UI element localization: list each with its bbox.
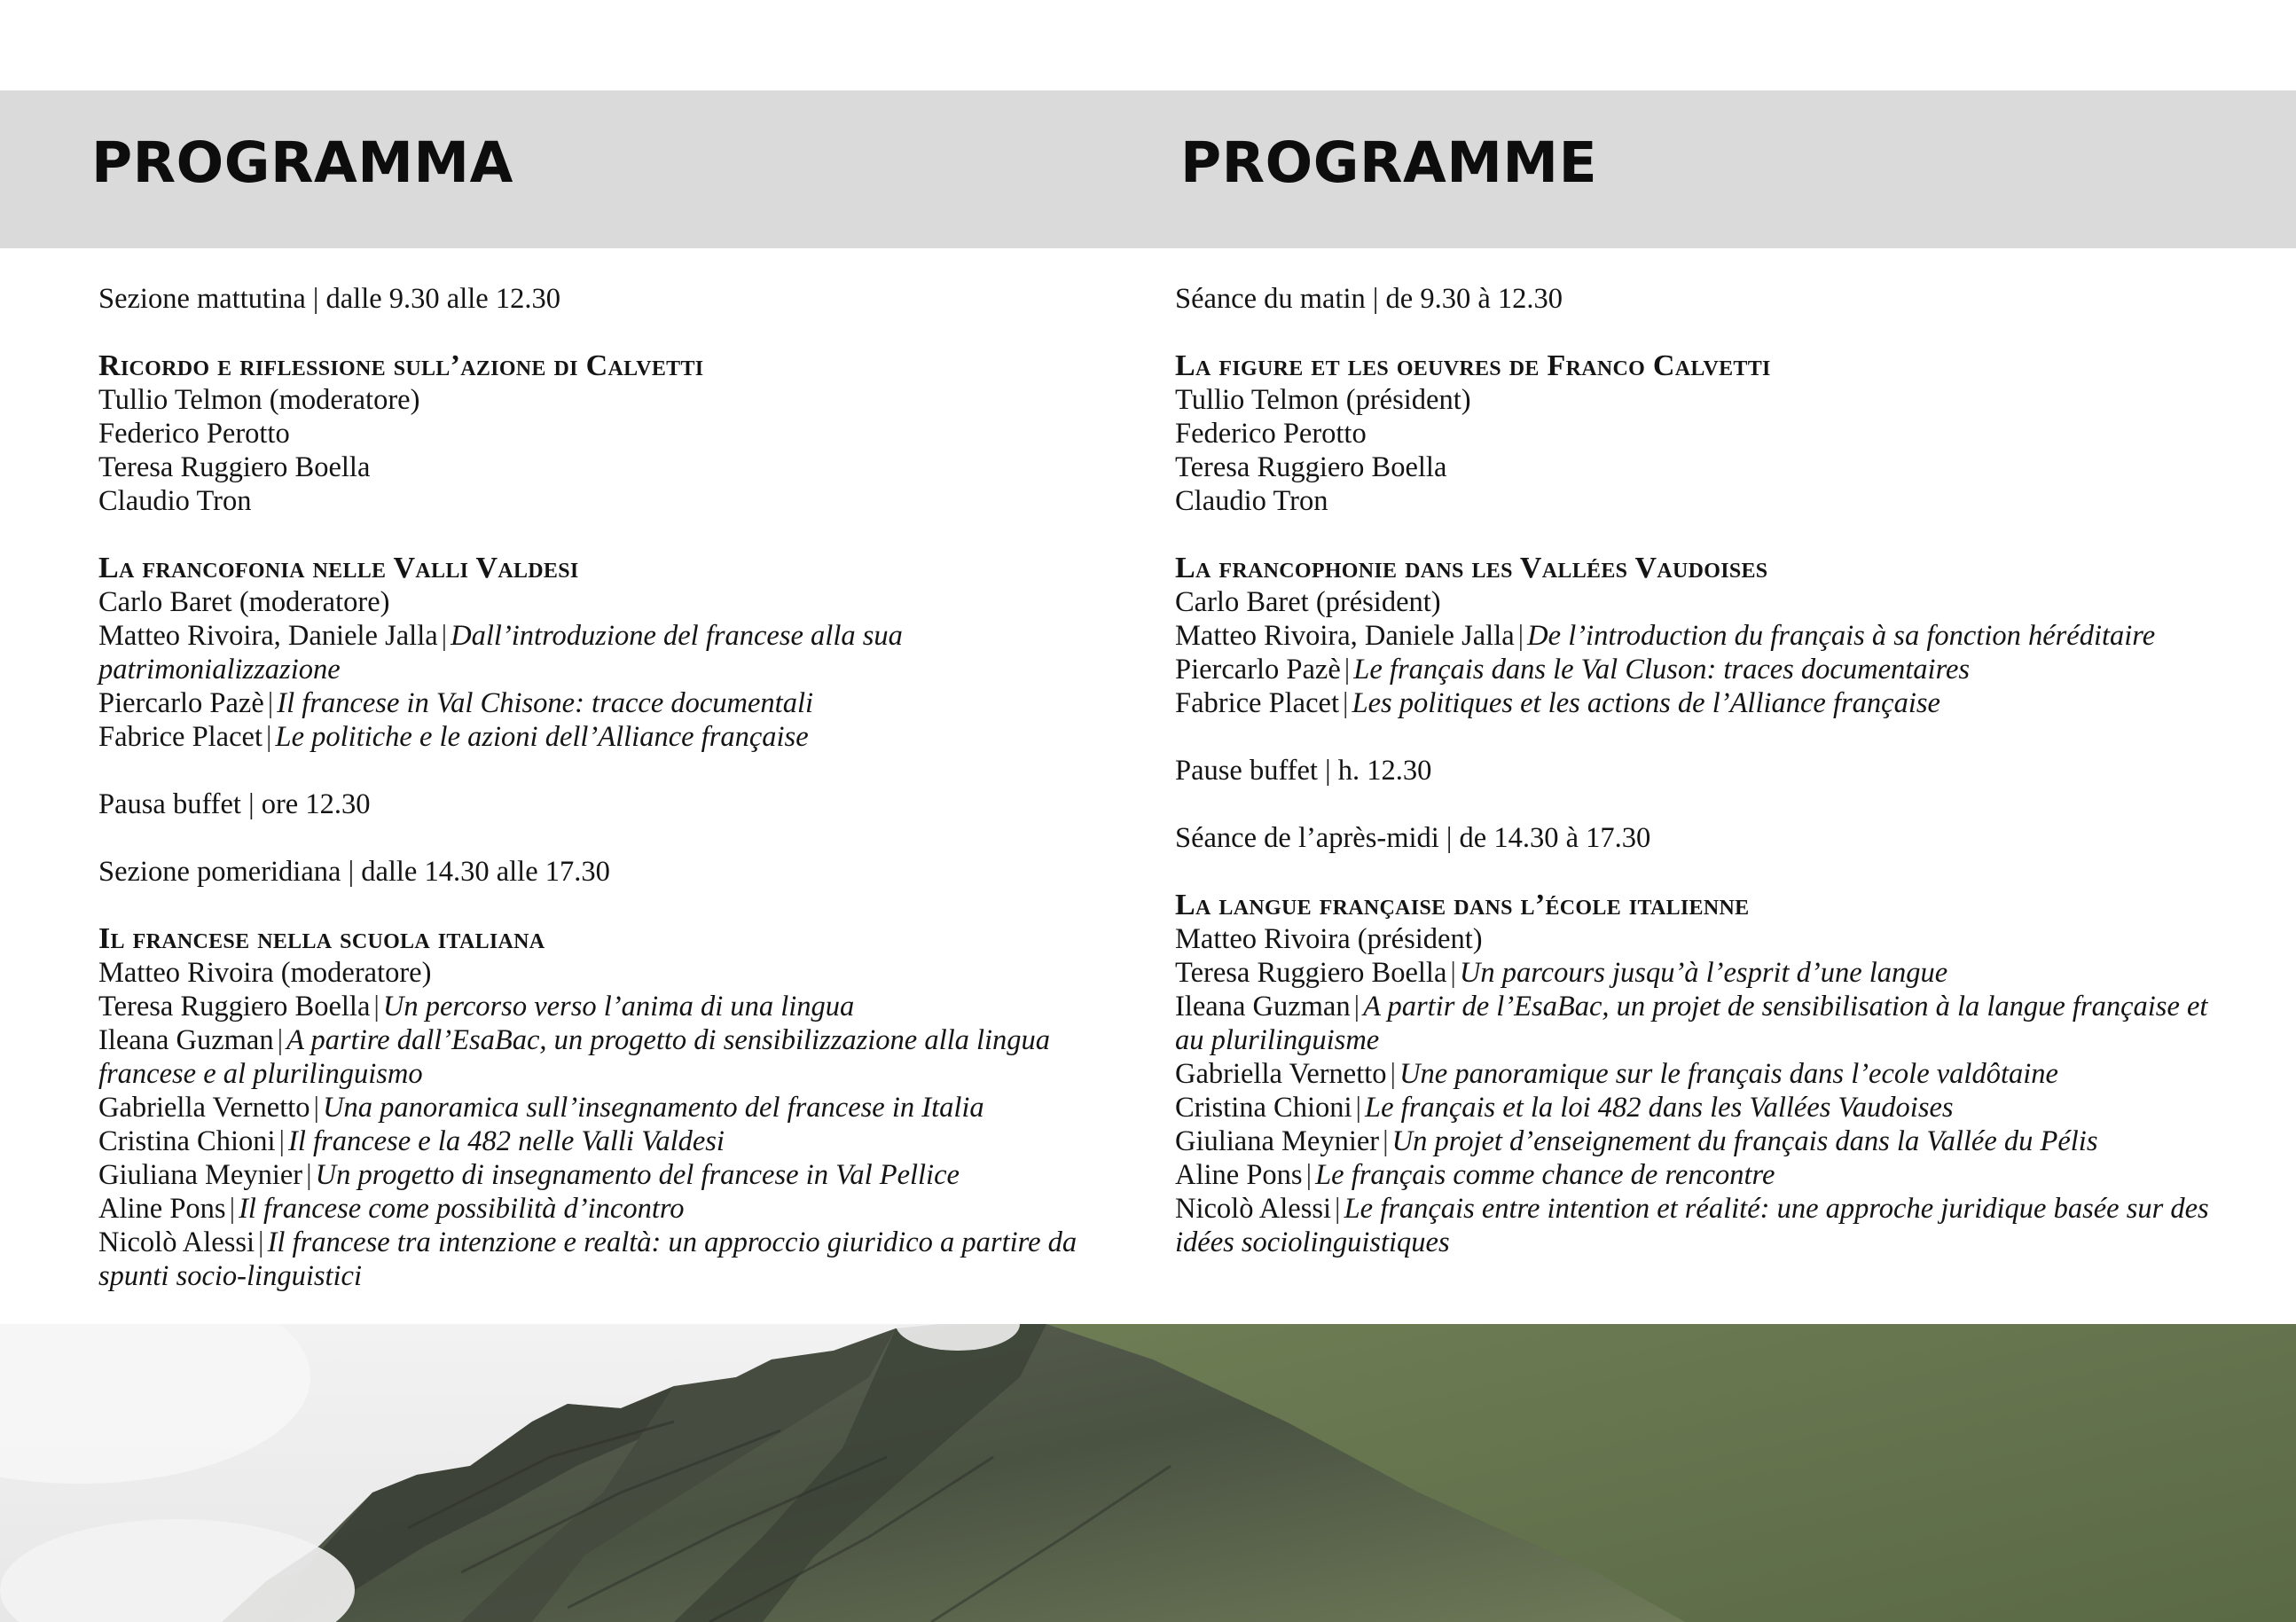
separator: | [1517, 620, 1524, 652]
talk-speaker: Giuliana Meynier [1175, 1125, 1380, 1157]
talk-speaker: Teresa Ruggiero Boella [98, 991, 371, 1023]
separator: | [266, 721, 272, 753]
talk-entry [1175, 1124, 2230, 1158]
talk-entry [98, 619, 1118, 686]
moderator: Carlo Baret (président) [1175, 586, 1441, 618]
talk-entry [1175, 1192, 2230, 1259]
talk-title: Un parcours jusqu’à l’esprit d’une langue [1459, 957, 1948, 989]
talk-speaker: Nicolò Alessi [1175, 1193, 1332, 1225]
talk-entry [98, 686, 1118, 720]
talk-entry [98, 1192, 1118, 1226]
participant: Claudio Tron [98, 485, 252, 517]
separator: | [278, 1125, 286, 1157]
talk-speaker: Fabrice Placet [1175, 687, 1339, 719]
talk-title: Un progetto di insegnamento del francese in Val Pellice [315, 1159, 960, 1191]
participant: Teresa Ruggiero Boella [1175, 451, 1447, 483]
talk-title: Le politiche e le azioni dell’Alliance française [275, 721, 809, 753]
talk-entry [98, 1158, 1118, 1192]
separator: | [1335, 1193, 1341, 1225]
talk-speaker: Matteo Rivoira, Daniele Jalla [1175, 620, 1515, 652]
section-title: La francophonie dans les Vallées Vaudoises [1175, 552, 1768, 584]
talk-speaker: Teresa Ruggiero Boella [1175, 957, 1447, 989]
talk-entry [1175, 1057, 2230, 1091]
talk-title: Il francese come possibilità d’incontro [239, 1193, 685, 1225]
talk-entry [1175, 653, 2230, 686]
participant: Tullio Telmon (moderatore) [98, 384, 420, 416]
talk-title: Un percorso verso l’anima di una lingua [382, 991, 855, 1023]
talk-speaker: Ileana Guzman [98, 1024, 274, 1056]
talk-title: Une panoramique sur le français dans l’ecole valdôtaine [1399, 1058, 2058, 1090]
page-title-french: PROGRAMME [1180, 130, 1598, 195]
talk-entry [98, 1023, 1118, 1091]
mountain-photo [0, 1324, 2296, 1622]
talk-speaker: Piercarlo Pazè [1175, 654, 1341, 686]
talk-entry [98, 1091, 1118, 1124]
separator: | [373, 991, 380, 1023]
talk-entry [98, 990, 1118, 1023]
talk-entry [1175, 1158, 2230, 1192]
talk-speaker: Matteo Rivoira, Daniele Jalla [98, 620, 438, 652]
talk-title: Le français comme chance de rencontre [1315, 1159, 1775, 1191]
page-title-italian: PROGRAMMA [91, 130, 513, 195]
moderator: Carlo Baret (moderatore) [98, 586, 390, 618]
talk-title: De l’introduction du français à sa fonction héréditaire [1527, 620, 2156, 652]
talk-title: A partir de l’EsaBac, un projet de sensibilisation à la langue française et au plurilinguisme [1175, 991, 2208, 1056]
section-title: La langue française dans l’école italienne [1175, 889, 1750, 921]
talk-title: Il francese in Val Chisone: tracce documentali [277, 687, 814, 719]
mountain-ridge-image [0, 1324, 2296, 1622]
talk-title: Un projet d’enseignement du français dans la Vallée du Pélis [1391, 1125, 2098, 1157]
afternoon-session-label: Séance de l’après-midi | de 14.30 à 17.30 [1175, 822, 1651, 854]
morning-session-label: Sezione mattutina | dalle 9.30 alle 12.30 [98, 283, 560, 315]
separator: | [1383, 1125, 1389, 1157]
talk-speaker: Gabriella Vernetto [1175, 1058, 1387, 1090]
separator: | [277, 1024, 284, 1056]
talk-speaker: Nicolò Alessi [98, 1226, 255, 1258]
talk-speaker: Ileana Guzman [1175, 991, 1351, 1023]
separator: | [1305, 1159, 1313, 1191]
talk-entry [1175, 956, 2230, 990]
section-title: Il francese nella scuola italiana [98, 922, 545, 955]
talk-speaker: Giuliana Meynier [98, 1159, 303, 1191]
talk-speaker: Aline Pons [98, 1193, 226, 1225]
separator: | [267, 687, 274, 719]
moderator: Matteo Rivoira (moderatore) [98, 957, 432, 989]
talk-title: Dall’introduzione del francese alla sua patrimonializzazione [98, 620, 903, 686]
separator: | [1450, 957, 1456, 989]
morning-session-label: Séance du matin | de 9.30 à 12.30 [1175, 283, 1563, 315]
separator: | [1344, 654, 1351, 686]
talk-speaker: Gabriella Vernetto [98, 1092, 310, 1124]
talk-title: Les politiques et les actions de l’Alliance française [1352, 687, 1940, 719]
afternoon-session-label: Sezione pomeridiana | dalle 14.30 alle 17.30 [98, 856, 610, 888]
section-title: La francofonia nelle Valli Valdesi [98, 552, 579, 584]
pause-label: Pausa buffet | ore 12.30 [98, 788, 371, 820]
participant: Federico Perotto [98, 418, 290, 450]
talk-speaker: Piercarlo Pazè [98, 687, 264, 719]
pause-label: Pause buffet | h. 12.30 [1175, 755, 1432, 787]
separator: | [229, 1193, 236, 1225]
talk-title: Una panoramica sull’insegnamento del francese in Italia [323, 1092, 984, 1124]
talk-speaker: Cristina Chioni [1175, 1092, 1352, 1124]
talk-speaker: Aline Pons [1175, 1159, 1303, 1191]
talk-entry [1175, 990, 2230, 1057]
talk-speaker: Cristina Chioni [98, 1125, 276, 1157]
talk-title: A partire dall’EsaBac, un progetto di sensibilizzazione alla lingua francese e al plurilinguismo [98, 1024, 1051, 1090]
program-column-french [1175, 282, 2230, 1259]
separator: | [1355, 1092, 1362, 1124]
separator: | [306, 1159, 312, 1191]
separator: | [1343, 687, 1349, 719]
separator: | [1390, 1058, 1397, 1090]
talk-speaker: Fabrice Placet [98, 721, 263, 753]
talk-entry [98, 1226, 1118, 1293]
talk-entry [1175, 686, 2230, 720]
talk-title: Il francese tra intenzione e realtà: un approccio giuridico a partire da spunti socio-linguistici [98, 1226, 1077, 1292]
participant: Federico Perotto [1175, 418, 1367, 450]
talk-entry [1175, 1091, 2230, 1124]
talk-entry [1175, 619, 2230, 653]
talk-title: Le français dans le Val Cluson: traces documentaires [1353, 654, 1971, 686]
separator: | [313, 1092, 320, 1124]
section-title: La figure et les oeuvres de Franco Calvetti [1175, 349, 1771, 382]
moderator: Matteo Rivoira (président) [1175, 923, 1483, 955]
section-title: Ricordo e riflessione sull’azione di Calvetti [98, 349, 704, 382]
separator: | [1353, 991, 1360, 1023]
separator: | [258, 1226, 264, 1258]
program-column-italian [98, 282, 1118, 1293]
participant: Teresa Ruggiero Boella [98, 451, 371, 483]
participant: Claudio Tron [1175, 485, 1328, 517]
participant: Tullio Telmon (président) [1175, 384, 1471, 416]
talk-entry [98, 1124, 1118, 1158]
separator: | [441, 620, 448, 652]
talk-title: Le français et la loi 482 dans les Vallées Vaudoises [1365, 1092, 1954, 1124]
talk-title: Le français entre intention et réalité: une approche juridique basée sur des idées sociolinguistiques [1175, 1193, 2209, 1258]
talk-entry [98, 720, 1118, 754]
talk-title: Il francese e la 482 nelle Valli Valdesi [288, 1125, 725, 1157]
